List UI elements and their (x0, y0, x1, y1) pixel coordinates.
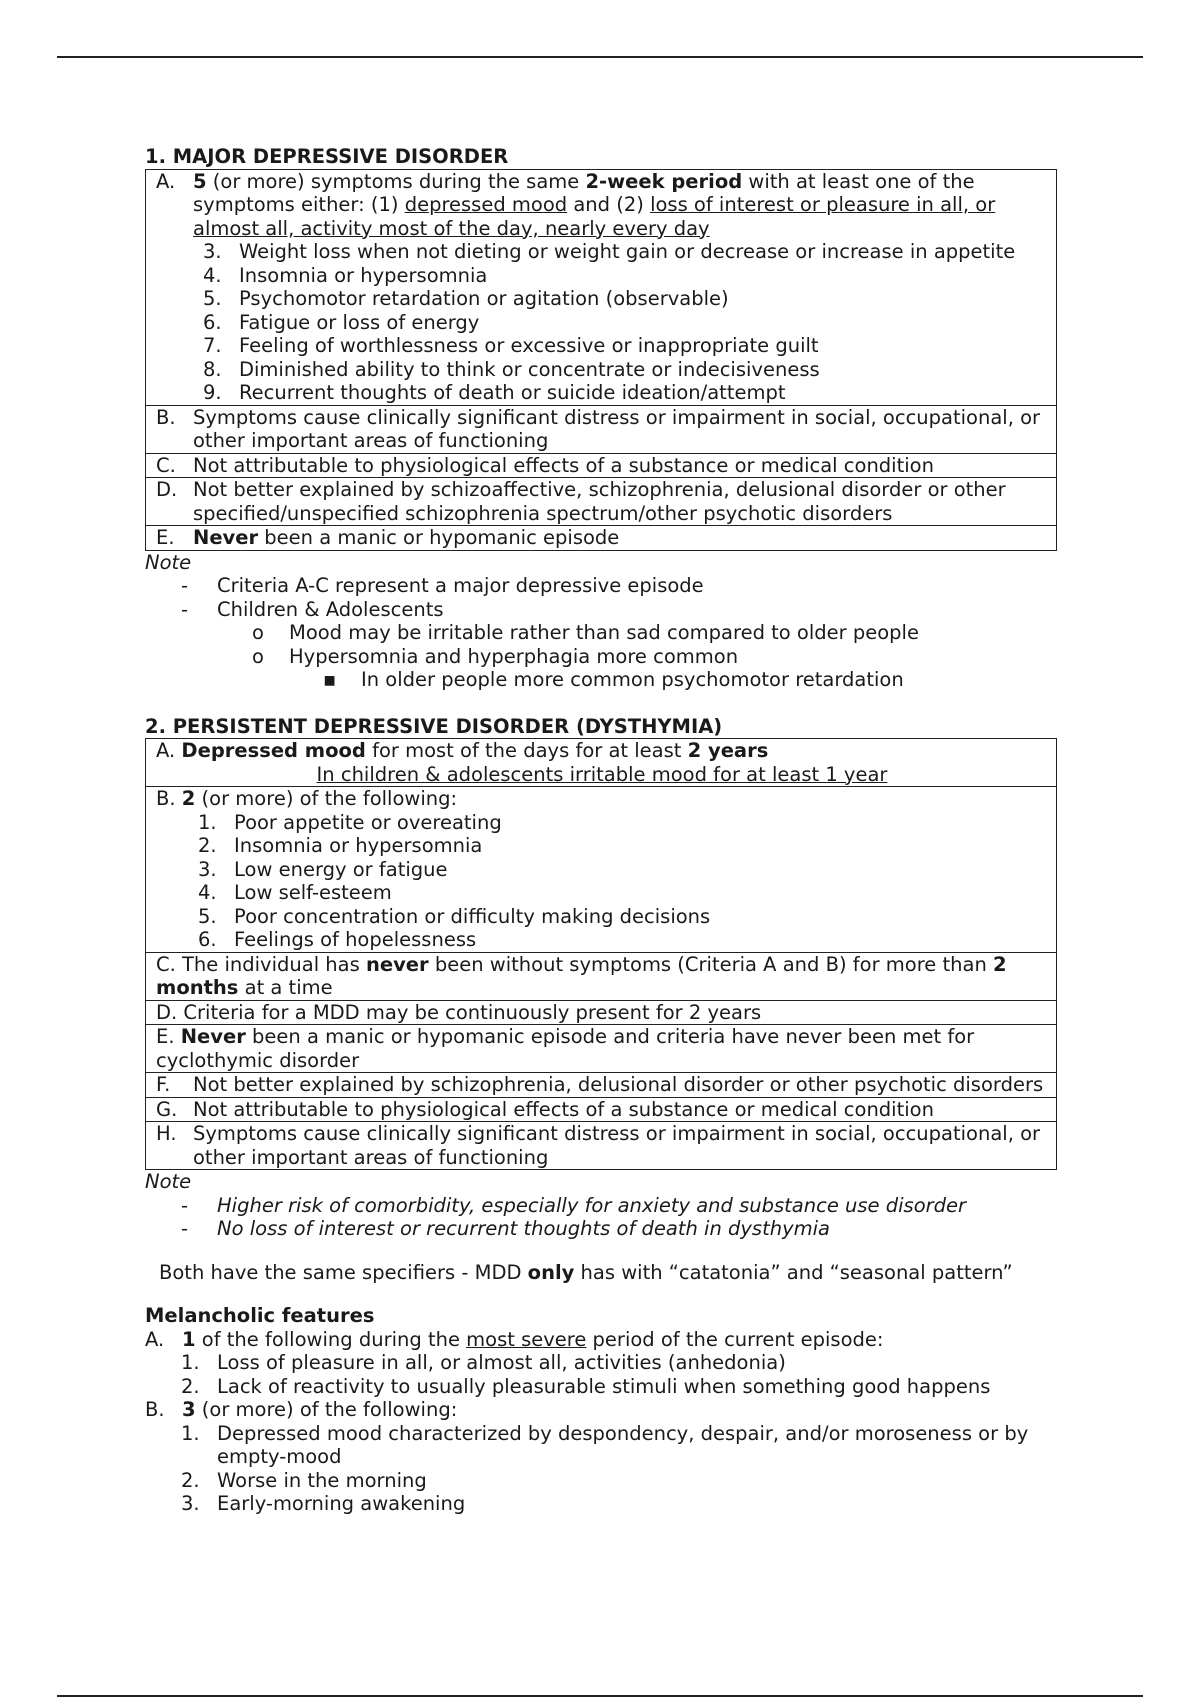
mdd-criteria-table (145, 169, 1057, 551)
list-item (181, 1375, 1057, 1399)
melancholic-a-list (181, 1351, 1057, 1398)
list-item: - No loss of interest or recurrent thoughts of death in dysthymia (181, 1217, 831, 1240)
item-text: Worse in the morning (217, 1468, 427, 1492)
criterion-label: A. (156, 169, 176, 193)
list-item (198, 858, 1048, 882)
item-text: Lack of reactivity to usually pleasurable stimuli when something good happens (217, 1374, 991, 1398)
pdd-criterion-c: C. The individual has never been without symptoms (Criteria A and B) for more than 2 months at a time (146, 953, 1056, 1001)
item-text: Low self-esteem (234, 881, 392, 904)
list-item: o Hypersomnia and hyperphagia more common (252, 644, 739, 668)
pdd-criterion-g: G. Not attributable to physiological effects of a substance or medical condition (146, 1098, 1056, 1123)
item-text: Early-morning awakening (217, 1492, 466, 1515)
mdd-symptom-list (203, 240, 1048, 405)
item-text: Poor appetite or overeating (234, 810, 502, 834)
mdd-criterion-a (146, 170, 1056, 406)
mdd-criterion-c (146, 454, 1056, 479)
list-item (203, 381, 1048, 405)
list-item: - Higher risk of comorbidity, especially for anxiety and substance use disorder (181, 1193, 967, 1217)
item-text: Recurrent thoughts of death or suicide ideation/attempt (239, 381, 786, 404)
criterion-text: Symptoms cause clinically significant distress or impairment in social, occupational, or other important areas of functioning (193, 405, 1041, 452)
item-number: 5. (198, 904, 217, 928)
pdd-criterion-b: B. 2 (or more) of the following: 1. Poor appetite or overeating 2. Insomnia or hypersomnia 3. Low energy or fatigue 4. Low self-esteem 5. Poor concentration or difficulty making decisions 6. Feelings of hopelessness (146, 787, 1056, 953)
item-number: 3. (198, 857, 217, 881)
list-item: ▪ In older people more common psychomotor retardation (323, 668, 904, 691)
top-rule (57, 56, 1143, 58)
pdd-criteria-table (145, 738, 1057, 1170)
item-number: 3. (181, 1492, 200, 1515)
item-number: 2. (181, 1374, 200, 1398)
document-body (145, 145, 1057, 1516)
criterion-label: B. (156, 405, 176, 429)
item-number: 5. (203, 287, 222, 310)
item-number: 6. (198, 928, 217, 951)
melancholic-title: Melancholic features (145, 1304, 375, 1327)
item-text: Poor concentration or difficulty making decisions (234, 904, 711, 928)
item-number: 2. (198, 834, 217, 857)
item-number: 7. (203, 334, 222, 357)
item-number: 1. (198, 810, 217, 834)
list-item (203, 311, 1048, 335)
criterion-text: Never been a manic or hypomanic episode (193, 526, 620, 549)
item-text: Depressed mood characterized by despondency, despair, and/or moroseness or by empty-mood (217, 1421, 1029, 1468)
list-item (198, 834, 1048, 858)
criterion-label: E. (156, 526, 175, 549)
list-item (203, 358, 1048, 382)
pdd-criterion-a: A. Depressed mood for most of the days for at least 2 years In children & adolescents irritable mood for at least 1 year (146, 739, 1056, 787)
item-number: 4. (198, 881, 217, 904)
item-text: Psychomotor retardation or agitation (observable) (239, 287, 729, 310)
item-text: Weight loss when not dieting or weight gain or decrease or increase in appetite (239, 240, 1016, 263)
item-text: Diminished ability to think or concentrate or indecisiveness (239, 357, 820, 381)
list-item: o Mood may be irritable rather than sad compared to older people (252, 621, 919, 644)
melancholic-criterion-b: B. 3 (or more) of the following: (145, 1398, 458, 1421)
list-item (181, 1351, 1057, 1375)
list-item (203, 287, 1048, 311)
criterion-text: Not attributable to physiological effects of a substance or medical condition (193, 453, 934, 477)
item-number: 6. (203, 310, 222, 334)
item-text: Feeling of worthlessness or excessive or inappropriate guilt (239, 334, 819, 357)
pdd-criterion-h: H. Symptoms cause clinically significant distress or impairment in social, occupational, or other important areas of functioning (156, 1122, 1041, 1169)
item-number: 1. (181, 1351, 200, 1374)
melancholic-b-list (181, 1422, 1057, 1516)
specifiers-note: Both have the same specifiers - MDD only has with “catatonia” and “seasonal pattern” (159, 1260, 1013, 1284)
mdd-criterion-b (146, 406, 1056, 454)
list-item (198, 811, 1048, 835)
criterion-subtext: In children & adolescents irritable mood for at least 1 year (316, 762, 888, 786)
item-number: 2. (181, 1468, 200, 1492)
pdd-note-label: Note (145, 1170, 192, 1193)
mdd-note-label: Note (145, 550, 192, 574)
list-item: - Children & Adolescents (181, 597, 444, 621)
item-text: Insomnia or hypersomnia (239, 263, 488, 287)
criterion-label: D. (156, 478, 178, 501)
melancholic-criterion-a: A. 1 of the following during the most severe period of the current episode: (145, 1327, 884, 1351)
mdd-criterion-d (146, 478, 1056, 526)
pdd-criterion-d: D. Criteria for a MDD may be continuously present for 2 years (146, 1001, 1056, 1026)
list-item (198, 928, 1048, 952)
list-item (181, 1422, 1057, 1469)
item-number: 9. (203, 381, 222, 404)
item-text: Insomnia or hypersomnia (234, 834, 483, 857)
criterion-text: Not better explained by schizoaffective, schizophrenia, delusional disorder or other specified/unspecified schizophrenia spectrum/other psychotic disorders (193, 478, 1006, 525)
item-text: Feelings of hopelessness (234, 928, 477, 951)
list-item: - Criteria A-C represent a major depressive episode (181, 574, 704, 597)
item-text: Loss of pleasure in all, or almost all, activities (anhedonia) (217, 1351, 786, 1374)
pdd-criterion-f: F. Not better explained by schizophrenia, delusional disorder or other psychotic disorders (146, 1073, 1056, 1098)
item-number: 3. (203, 240, 222, 263)
item-number: 1. (181, 1421, 200, 1445)
item-number: 8. (203, 357, 222, 381)
list-item (198, 905, 1048, 929)
mdd-criterion-e (146, 526, 1056, 550)
criterion-label: C. (156, 453, 176, 477)
pdd-criterion-e: E. Never been a manic or hypomanic episode and criteria have never been met for cyclothymic disorder (146, 1025, 1056, 1073)
item-text: Fatigue or loss of energy (239, 310, 480, 334)
list-item (181, 1492, 1057, 1516)
pdd-title: 2. PERSISTENT DEPRESSIVE DISORDER (DYSTHYMIA) (145, 714, 723, 738)
pdd-symptom-list (198, 811, 1048, 952)
item-text: Low energy or fatigue (234, 857, 448, 881)
list-item (181, 1469, 1057, 1493)
list-item (203, 264, 1048, 288)
bottom-rule (57, 1695, 1143, 1697)
mdd-title: 1. MAJOR DEPRESSIVE DISORDER (145, 145, 509, 168)
item-number: 4. (203, 263, 222, 287)
list-item (203, 334, 1048, 358)
list-item (198, 881, 1048, 905)
criterion-text: 5 (or more) symptoms during the same 2-week period with at least one of the symptoms either: (1) depressed mood and (2) loss of interest or pleasure in all, or almost all, activity most of the day, nearly every day (193, 169, 996, 240)
list-item (203, 240, 1048, 264)
